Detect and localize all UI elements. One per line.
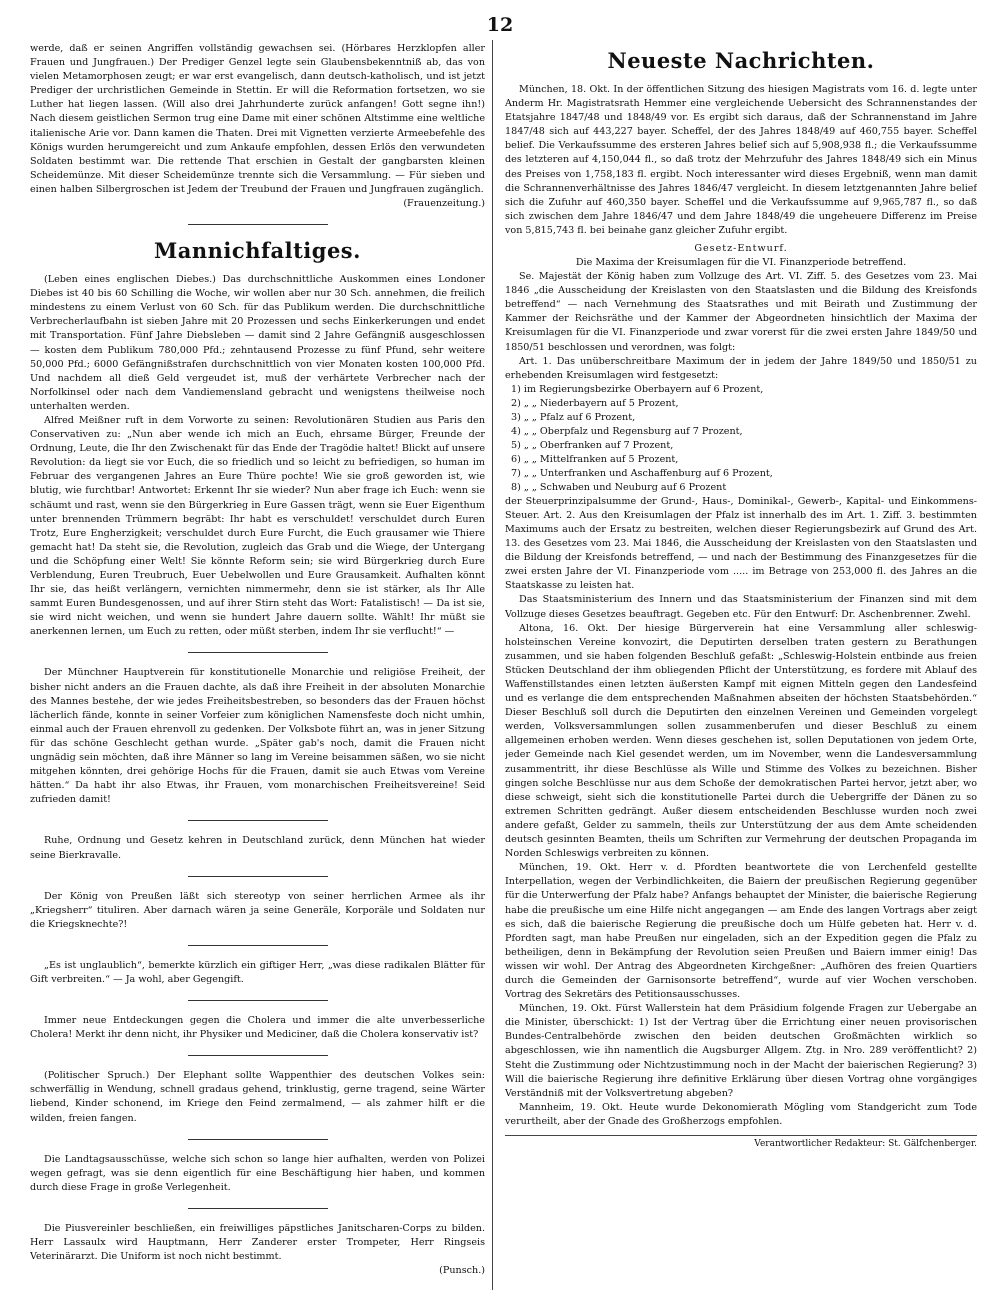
article-art1: Art. 1. Das unüberschreitbare Maximum der in jedem der Jahre 1849/50 und 1850/51 zu erhebenden Kreisumlagen wird festgesetzt: bbox=[505, 355, 977, 381]
page-number: 12 bbox=[486, 14, 514, 36]
article-majestaet: Se. Majestät der König haben zum Vollzuge des Art. VI. Ziff. 5. des Gesetzes vom 23. Mai 1846 „die Ausscheidung der Kreislasten von den Staatslasten und die Bildung des Kreisfonds betreffend“ — nach Vernehmung des Staatsrathes und mit Beirath und Zustimmung der Kammer der Reichsräthe und der Kammer der Abgeordneten hinsichtlich der Maxima der Kreisumlagen für die VI. Finanzperiode und zwar vorerst für die zwei ersten Jahre 1849/50 und 1850/51 beschlossen und verordnen, was folgt: bbox=[505, 271, 977, 353]
article-muenchen-18: München, 18. Okt. In der öffentlichen Sitzung des hiesigen Magistrats vom 16. d. legte unter Anderm Hr. Magistratsrath Hemmer eine vergleichende Uebersicht des Schrannenstandes der Etatsjahre 1847/48 und 1848/49 vor. Es ergibt sich daraus, daß der Schrannenstand im Jahre 1847/48 sich auf 443,227 bayer. Scheffel, der des Jahres 1848/49 auf 460,755 bayer. Scheffel belief. Die Verkaufssumme des ersteren Jahres belief sich auf 5,908,938 fl.; die Verkaufssumme des letzteren auf 4,150,044 fl., so daß trotz der Mehrzufuhr des Jahres 1848/49 sich ein Minus des Preises von 1,758,183 fl. ergibt. Noch interessanter wird dieses Ergebniß, wenn man damit die Schrannenverhältnisse des Jahres 1846/47 vergleicht. In diesem letztgenannten Jahre belief sich die Zufuhr auf 460,350 bayer. Scheffel und die Verkaufssumme auf 9,965,787 fl., so daß sich zwischen dem Jahre 1846/47 und dem Jahre 1848/49 die ungeheuere Differenz im Preise von 5,815,743 fl. bei beinahe ganz gleicher Zufuhr ergibt. bbox=[505, 84, 977, 236]
article-ruhe: Ruhe, Ordnung und Gesetz kehren in Deutschland zurück, denn München hat wieder seine Bierkravalle. bbox=[30, 835, 485, 861]
divider bbox=[188, 1208, 328, 1209]
article-gift: „Es ist unglaublich“, bemerkte kürzlich ein giftiger Herr, „was diese radikalen Blätter für Gift verbreiten.“ — Ja wohl, aber Gegengift. bbox=[30, 959, 485, 985]
section-heading-nachrichten: Neueste Nachrichten. bbox=[607, 48, 875, 73]
article-hauptverein: Der Münchner Hauptverein für konstitutionelle Monarchie und religiöse Freiheit, der bisher nicht anders an die Frauen dachte, als daß ihre Freiheit in der absoluten Monarchie des Mannes bestehe, der wie jedes Freiheitsbestreben, so besonders das der Frauen höchst lächerlich fände, konnte in seiner Vorfeier zum königlichen Namensfeste doch nicht umhin, einmal auch der Frauen ehrenvoll zu gedenken. Der Volksbote führt an, was in jener Sitzung für das schöne Geschlecht gethan wurde. „Später gab's noch, damit die Frauen nicht ungnädig sein möchten, daß ihre Männer so lang im Vereine beisammen säßen, wo sie nicht mitgehen könnten, drei gehörige Hochs für die Frauen, damit sie auch Etwas vom Vereine hätten.“ Da habt ihr also Etwas, ihr Frauen, vom monarchischen Freiheitsvereine! Seid zufrieden damit! bbox=[30, 667, 485, 806]
source-note: (Frauenzeitung.) bbox=[403, 198, 485, 210]
prozent-list bbox=[505, 383, 977, 495]
column-rule bbox=[492, 40, 493, 1290]
article-muenchen-19a: München, 19. Okt. Herr v. d. Pfordten beantwortete die von Lerchenfeld gestellte Interpellation, wegen der Verbindlichkeiten, die Baiern der preußischen Regierung gegenüber für die Unterwerfung der Pfalz habe? Anfangs behauptet der Minister, die baierische Regierung habe die preußische um eine Hilfe nicht angegangen — am Ende des langen Vortrags aber zeigt es sich, daß die baierische Regierung die preußische doch um Hülfe gebeten hat. Herr v. d. Pfordten sagt, man habe Preußen nur eingeladen, sich an der Expedition gegen die Pfalz zu betheiligen, denn in Bekämpfung der Revolution seien Preußen und Baiern immer einig! Das wissen wir wohl. Der Antrag des Abgeordneten Kirchgeßner: „Aufhören des freien Quartiers durch die Gemeinden der Garnisonsorte betreffend“, wurde auf vier Wochen verschoben. Vortrag des Sekretärs des Petitionsausschusses. bbox=[505, 862, 977, 1001]
article-altona: Altona, 16. Okt. Der hiesige Bürgerverein hat eine Versammlung aller schleswig-holsteinschen Vereine konvozirt, die Deputirten derselben traten gestern zu Berathungen zusammen, und sie haben folgenden Beschluß gefaßt: „Schleswig-Holstein entbinde aus freien Stücken Deutschland der ihm obliegenden Pflicht der Unterstützung, es fordere mit Ablauf des Waffenstillstandes einen letzten äußersten Kampf mit eignen Mitteln gegen den Landesfeind und es verlange die dem entsprechenden Maßnahmen abseiten der höchsten Staatsbehörden.“ Dieser Beschluß soll durch die Deputirten den einzelnen Vereinen und Gemeinden vorgelegt werden, Volksversammlungen sollen zusammenberufen und dieser Beschluß zu einem allgemeinen erhoben werden. Wenn dieses geschehen ist, sollen Deputationen von jedem Orte, jeder Gemeinde nach Kiel gesendet werden, um im November, wenn die Landesversammlung zusammentritt, ihr diese Beschlüsse als Wille und Stimme des Volkes zu bezeichnen. Bisher gingen solche Beschlüsse nur aus dem Schoße der demokratischen Partei hervor, jetzt aber, wo diese schweigt, sieht sich die konstitutionelle Partei durch die Uebergriffe der Dänen zu so extremen Schritten gedrängt. Außer diesem entscheidenden Beschlusse wurden noch zwei andere gefaßt, Gelder zu sammeln, theils zur Unterstützung der aus dem Amte scheidenden deutsch gesinnten Beamten, theils um Schriften zur Vermehrung der deutschen Propaganda im Norden Schleswigs verbreiten zu können. bbox=[505, 622, 977, 860]
divider bbox=[188, 876, 328, 877]
list-item: 2) „ „ Niederbayern auf 5 Prozent, bbox=[511, 397, 679, 409]
article-spruch: (Politischer Spruch.) Der Elephant sollte Wappenthier des deutschen Volkes sein: schwerfällig in Wendung, schnell gradaus gehend, trinklustig, gerne tragend, seine Wärter liebend, Kinder schonend, im Kriege den Feind zermalmend, — als zahmer hilft er die wilden, freien fangen. bbox=[30, 1070, 485, 1124]
divider bbox=[188, 1139, 328, 1140]
article-muenchen-19b: München, 19. Okt. Fürst Wallerstein hat dem Präsidium folgende Fragen zur Uebergabe an die Minister, überschickt: 1) Ist der Vertrag über die Errichtung einer neuen provisorischen Bundes-Centralbehörde zwischen den beiden deutschen Großmächten wirklich so abgeschlossen, wie ihn namentlich die Augsburger Allgem. Ztg. in Nro. 289 veröffentlicht? 2) Steht die Zustimmung oder Nichtzustimmung noch in der Macht der baierischen Regierung? 3) Will die baierische Regierung ihre definitive Erklärung über diesen Vortrag ohne vorgängiges Verständniß mit der Volksvertretung abgeben? bbox=[505, 1003, 977, 1099]
article-art2: der Steuerprinzipalsumme der Grund-, Haus-, Dominikal-, Gewerb-, Kapital- und Einkommens-Steuer. Art. 2. Aus den Kreisumlagen der Pfalz ist innerhalb des im Art. 1. Ziff. 3. bestimmten Maximums auch der Ersatz zu bestreiten, welchen dieser Regierungsbezirk auf Grund des Art. 13. des Gesetzes vom 23. Mai 1846, die Ausscheidung der Kreislasten von den Staatslasten und die Bildung der Kreisfonds betreffend, — und nach der Bestimmung des Finanzgesetzes für die zwei ersten Jahre der VI. Finanzperiode vom ..... im Betrage von 253,000 fl. des Jahres an die Staatskasse zu leisten hat. bbox=[505, 495, 977, 592]
divider bbox=[188, 1055, 328, 1056]
list-item: 3) „ „ Pfalz auf 6 Prozent, bbox=[511, 411, 636, 423]
article-meissner: Alfred Meißner ruft in dem Vorworte zu seinen: Revolutionären Studien aus Paris den Conservativen zu: „Nun aber wende ich mich an Euch, ehrsame Bürger, Freunde der Ordnung, Leute, die Ihr den Zwischenakt für das Ende der Tragödie haltet! Blickt auf unsere Revolution: da liegt sie vor Euch, die so friedlich und so leicht zu befriedigen, so human im Februar des vergangenen Jahres an Eure Thüre pochte! Wie sie groß geworden ist, wie blutig, wie furchtbar! Antwortet: Erkennt Ihr sie wieder? Nun aber frage ich Euch: wenn sie schäumt und rast, wenn sie den Bürgerkrieg in Eure Gassen trägt, wenn sie Euer Eigenthum unter brennenden Trümmern begräbt: Ihr habt es verschuldet! verschuldet durch Euren Trotz, Eure Engherzigkeit; verschuldet durch Eure Furcht, die Euch grausamer wie Thiere gemacht hat! Da steht sie, die Revolution, zugleich das Grab und die Wiege, der Untergang und die Schöpfung einer Welt! Sie könnte Reform sein; sie wird Bürgerkrieg durch Eure Verblendung, Euren Treubruch, Euer Uebelwollen und Eure Grausamkeit. Aufhalten könnt Ihr sie, das heißt verlängern, vernichten nimmermehr, denn sie ist stärker, als Ihr Alle sammt Euren Bundesgenossen, und auf ihrer Stirn steht das Wort: Fatalistisch! — Da ist sie, sie wird nicht weichen, und wenn sie hundert Jahre dauern sollte. Wählt! Ihr müßt sie anerkennen lernen, um Euch zu retten, oder müßt sterben, indem Ihr sie verflucht!“ — bbox=[30, 414, 485, 638]
list-item: 7) „ „ Unterfranken und Aschaffenburg auf 6 Prozent, bbox=[511, 467, 773, 479]
subheading-maxima: Die Maxima der Kreisumlagen für die VI. Finanzperiode betreffend. bbox=[575, 257, 907, 269]
divider bbox=[188, 224, 328, 225]
article-continuation: werde, daß er seinen Angriffen vollständig gewachsen sei. (Hörbares Herzklopfen aller Frauen und Jungfrauen.) Der Prediger Genzel legte sein Glaubensbekenntniß ab, das von vielen Metamorphosen zeugt; er war erst evangelisch, dann deutsch-katholisch, und ist jetzt Prediger der urchristlichen Gemeinde in Stettin. Er will die Reformation fortsetzen, wo sie Luther hat liegen lassen. (Will also drei Jahrhunderte zurück anfangen! Gott segne ihn!) Nach diesem geistlichen Sermon trug eine Dame mit einer schönen Altstimme eine weltliche italienische Arie vor. Dann kamen die Thaten. Drei mit Vignetten verzierte Armeebefehle des Königs wurden herumgereicht und zum Ankaufe empfohlen, dessen Erlös den verwundeten Soldaten bestimmt war. Die rettende That erschien in Gestalt der gangbarsten kleinen Scheidemünze. Mit dieser Scheidemünze trennte sich die Versammlung. — Für sieben und einen halben Silbergroschen ist Jedem der Treubund der Frauen und Jungfrauen zugänglich. bbox=[30, 43, 485, 195]
list-item: 4) „ „ Oberpfalz und Regensburg auf 7 Prozent, bbox=[511, 425, 743, 437]
right-column bbox=[505, 42, 977, 1292]
article-ministerium: Das Staatsministerium des Innern und das Staatsministerium der Finanzen sind mit dem Vollzuge dieses Gesetzes beauftragt. Gegeben etc. Für den Entwurf: Dr. Aschenbrenner. Zwehl. bbox=[505, 594, 977, 620]
subheading-gesetz: Gesetz-Entwurf. bbox=[694, 243, 788, 255]
divider bbox=[188, 820, 328, 821]
list-item: 8) „ „ Schwaben und Neuburg auf 6 Prozent bbox=[511, 481, 727, 493]
left-column bbox=[30, 42, 485, 1292]
article-cholera: Immer neue Entdeckungen gegen die Cholera und immer die alte unverbesserliche Cholera! Merkt ihr denn nicht, ihr Physiker und Mediciner, daß die Cholera konservativ ist? bbox=[30, 1015, 485, 1041]
divider bbox=[188, 1000, 328, 1001]
editor-footer: Verantwortlicher Redakteur: St. Gälfchenberger. bbox=[505, 1135, 977, 1151]
list-item: 6) „ „ Mittelfranken auf 5 Prozent, bbox=[511, 453, 679, 465]
list-item: 5) „ „ Oberfranken auf 7 Prozent, bbox=[511, 439, 674, 451]
divider bbox=[188, 652, 328, 653]
article-landtag: Die Landtagsausschüsse, welche sich schon so lange hier aufhalten, werden von Polizei wegen gefragt, was sie denn eigentlich für eine Beschäftigung hier haben, und kommen durch diese Frage in große Verlegenheit. bbox=[30, 1153, 485, 1193]
article-koenig: Der König von Preußen läßt sich stereotyp von seiner herrlichen Armee als ihr „Kriegsherr“ tituliren. Aber darnach wären ja seine Generäle, Korporäle und Soldaten nur die Kriegsknechte?! bbox=[30, 890, 485, 930]
list-item: 1) im Regierungsbezirke Oberbayern auf 6 Prozent, bbox=[511, 383, 764, 395]
source-note: (Punsch.) bbox=[439, 1265, 485, 1277]
section-heading-mannichfaltiges: Mannichfaltiges. bbox=[154, 238, 361, 264]
divider bbox=[188, 945, 328, 946]
article-pius: Die Piusvereinler beschließen, ein freiwilliges päpstliches Janitscharen-Corps zu bilden. Herr Lassaulx wird Hauptmann, Herr Zanderer erster Trompeter, Herr Ringseis Veterinärarzt. Die Uniform ist noch nicht bestimmt. bbox=[30, 1222, 485, 1263]
article-dieb: (Leben eines englischen Diebes.) Das durchschnittliche Auskommen eines Londoner Diebes ist 40 bis 60 Schilling die Woche, wir wollen aber nur 30 Sch. annehmen, die freilich mindestens zu einem Verlust von 60 Sch. für das Publikum werden. Die durchschnittliche Verbrecherlaufbahn ist sieben Jahre mit 20 Prozessen und sechs Einkerkerungen und endet mit Transportation. Fünf Jahre Diebsleben — damit sind 2 Jahre Gefängniß ausgeschlossen — kosten dem Publikum 780,000 Pfd.; zehntausend Prozesse zu fünf Pfund, sehr weitere 50,000 Pfd.; 6000 Gefängnißstrafen durchschnittlich von vier Monaten kosten 100,000 Pfd. Und nachdem all dieß Geld vergeudet ist, muß der verhärtete Verbrecher nach der Norfolkinsel oder nach dem Vandiemensland gebracht und wenigstens theilweise noch unterhalten werden. bbox=[30, 274, 485, 412]
article-mannheim: Mannheim, 19. Okt. Heute wurde Dekonomierath Mögling vom Standgericht zum Tode verurtheilt, aber der Gnade des Großherzogs empfohlen. bbox=[505, 1101, 977, 1127]
